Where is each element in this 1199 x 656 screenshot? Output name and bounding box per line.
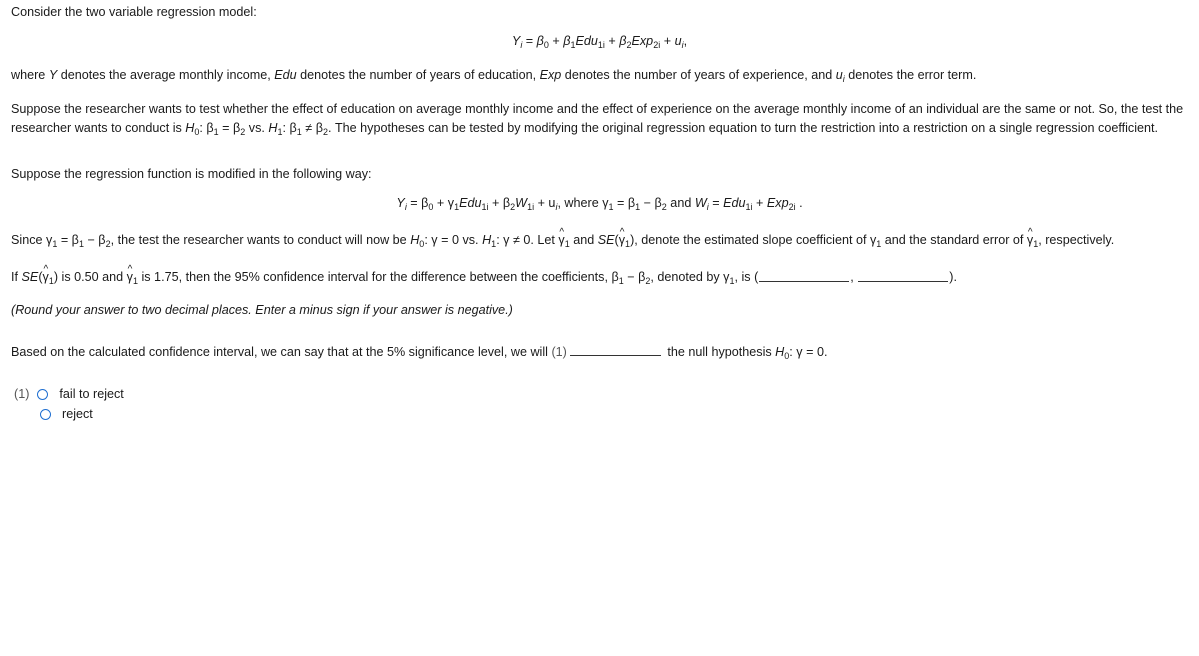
option-group-label: (1) [14, 387, 30, 401]
ci-upper-input[interactable] [858, 269, 948, 282]
modified-intro: Suppose the regression function is modified in the following way: [11, 167, 372, 181]
radio-reject[interactable] [40, 409, 51, 420]
option-reject[interactable] [40, 405, 93, 423]
intro-text: Consider the two variable regression model: [11, 5, 257, 19]
confidence-interval-question: If SE(^ $\gamma_1$) is 0.50 and ^ $\gamma_1$ is 1.75, then the 95% confidence interval for the difference between the coefficients, $\beta_1 - \beta_2$, denoted by $\gamma_1$, is ( , ). [11, 269, 1191, 286]
option-label-reject[interactable]: reject [62, 407, 93, 421]
hypothesis-paragraph: Suppose the researcher wants to test whether the effect of education on average monthly income and the effect of experience on the average monthly income of an individual are the same or not. So, the test the researcher wants to conduct is $H_0$: $\beta_1 = \beta_2$ vs. $H_1$: $\beta_1 \ne \beta_2$. The hypotheses can be tested by modifying the original regression equation to turn the restriction into a restriction on a single regression coefficient. [11, 102, 1184, 137]
option-fail-to-reject[interactable] [14, 385, 124, 403]
conclusion-answer-slot[interactable] [570, 345, 661, 356]
model-equation: $Y_i = \beta_0 + \beta_1Edu_{1i} + \beta_2Exp_{2i} + u_i$, [511, 34, 688, 50]
since-line: Since $\gamma_1 = \beta_1 - \beta_2$, the test the researcher wants to conduct will now be $H_0$: γ = 0 vs. $H_1$: γ ≠ 0. Let ^ $\gamma_1$ and SE(^ $\gamma_1$), denote the estimated slope coefficient of $\gamma_1$ and the standard error of ^ $\gamma_1$, respectively. [11, 232, 1191, 249]
rounding-instructions: (Round your answer to two decimal places. Enter a minus sign if your answer is negative.) [11, 303, 513, 317]
conclusion-line: Based on the calculated confidence interval, we can say that at the 5% significance level, we will (1) the null hypothesis $H_0$: γ = 0. [11, 345, 828, 361]
radio-fail-to-reject[interactable] [37, 389, 48, 400]
modified-equation: $Y_i = \beta_0 + \gamma_1Edu_{1i} + \beta_2W_{1i} + u_i$, where $\gamma_1 = \beta_1 - \beta_2$ and $W_i = Edu_{1i} + Exp_{2i}$ . [396, 196, 803, 212]
ci-lower-input[interactable] [759, 269, 849, 282]
variable-definitions: where Y denotes the average monthly income, Edu denotes the number of years of education, Exp denotes the number of years of experience, and $u_i$ denotes the error term. [11, 68, 977, 84]
option-label-fail-to-reject[interactable]: fail to reject [59, 387, 124, 401]
